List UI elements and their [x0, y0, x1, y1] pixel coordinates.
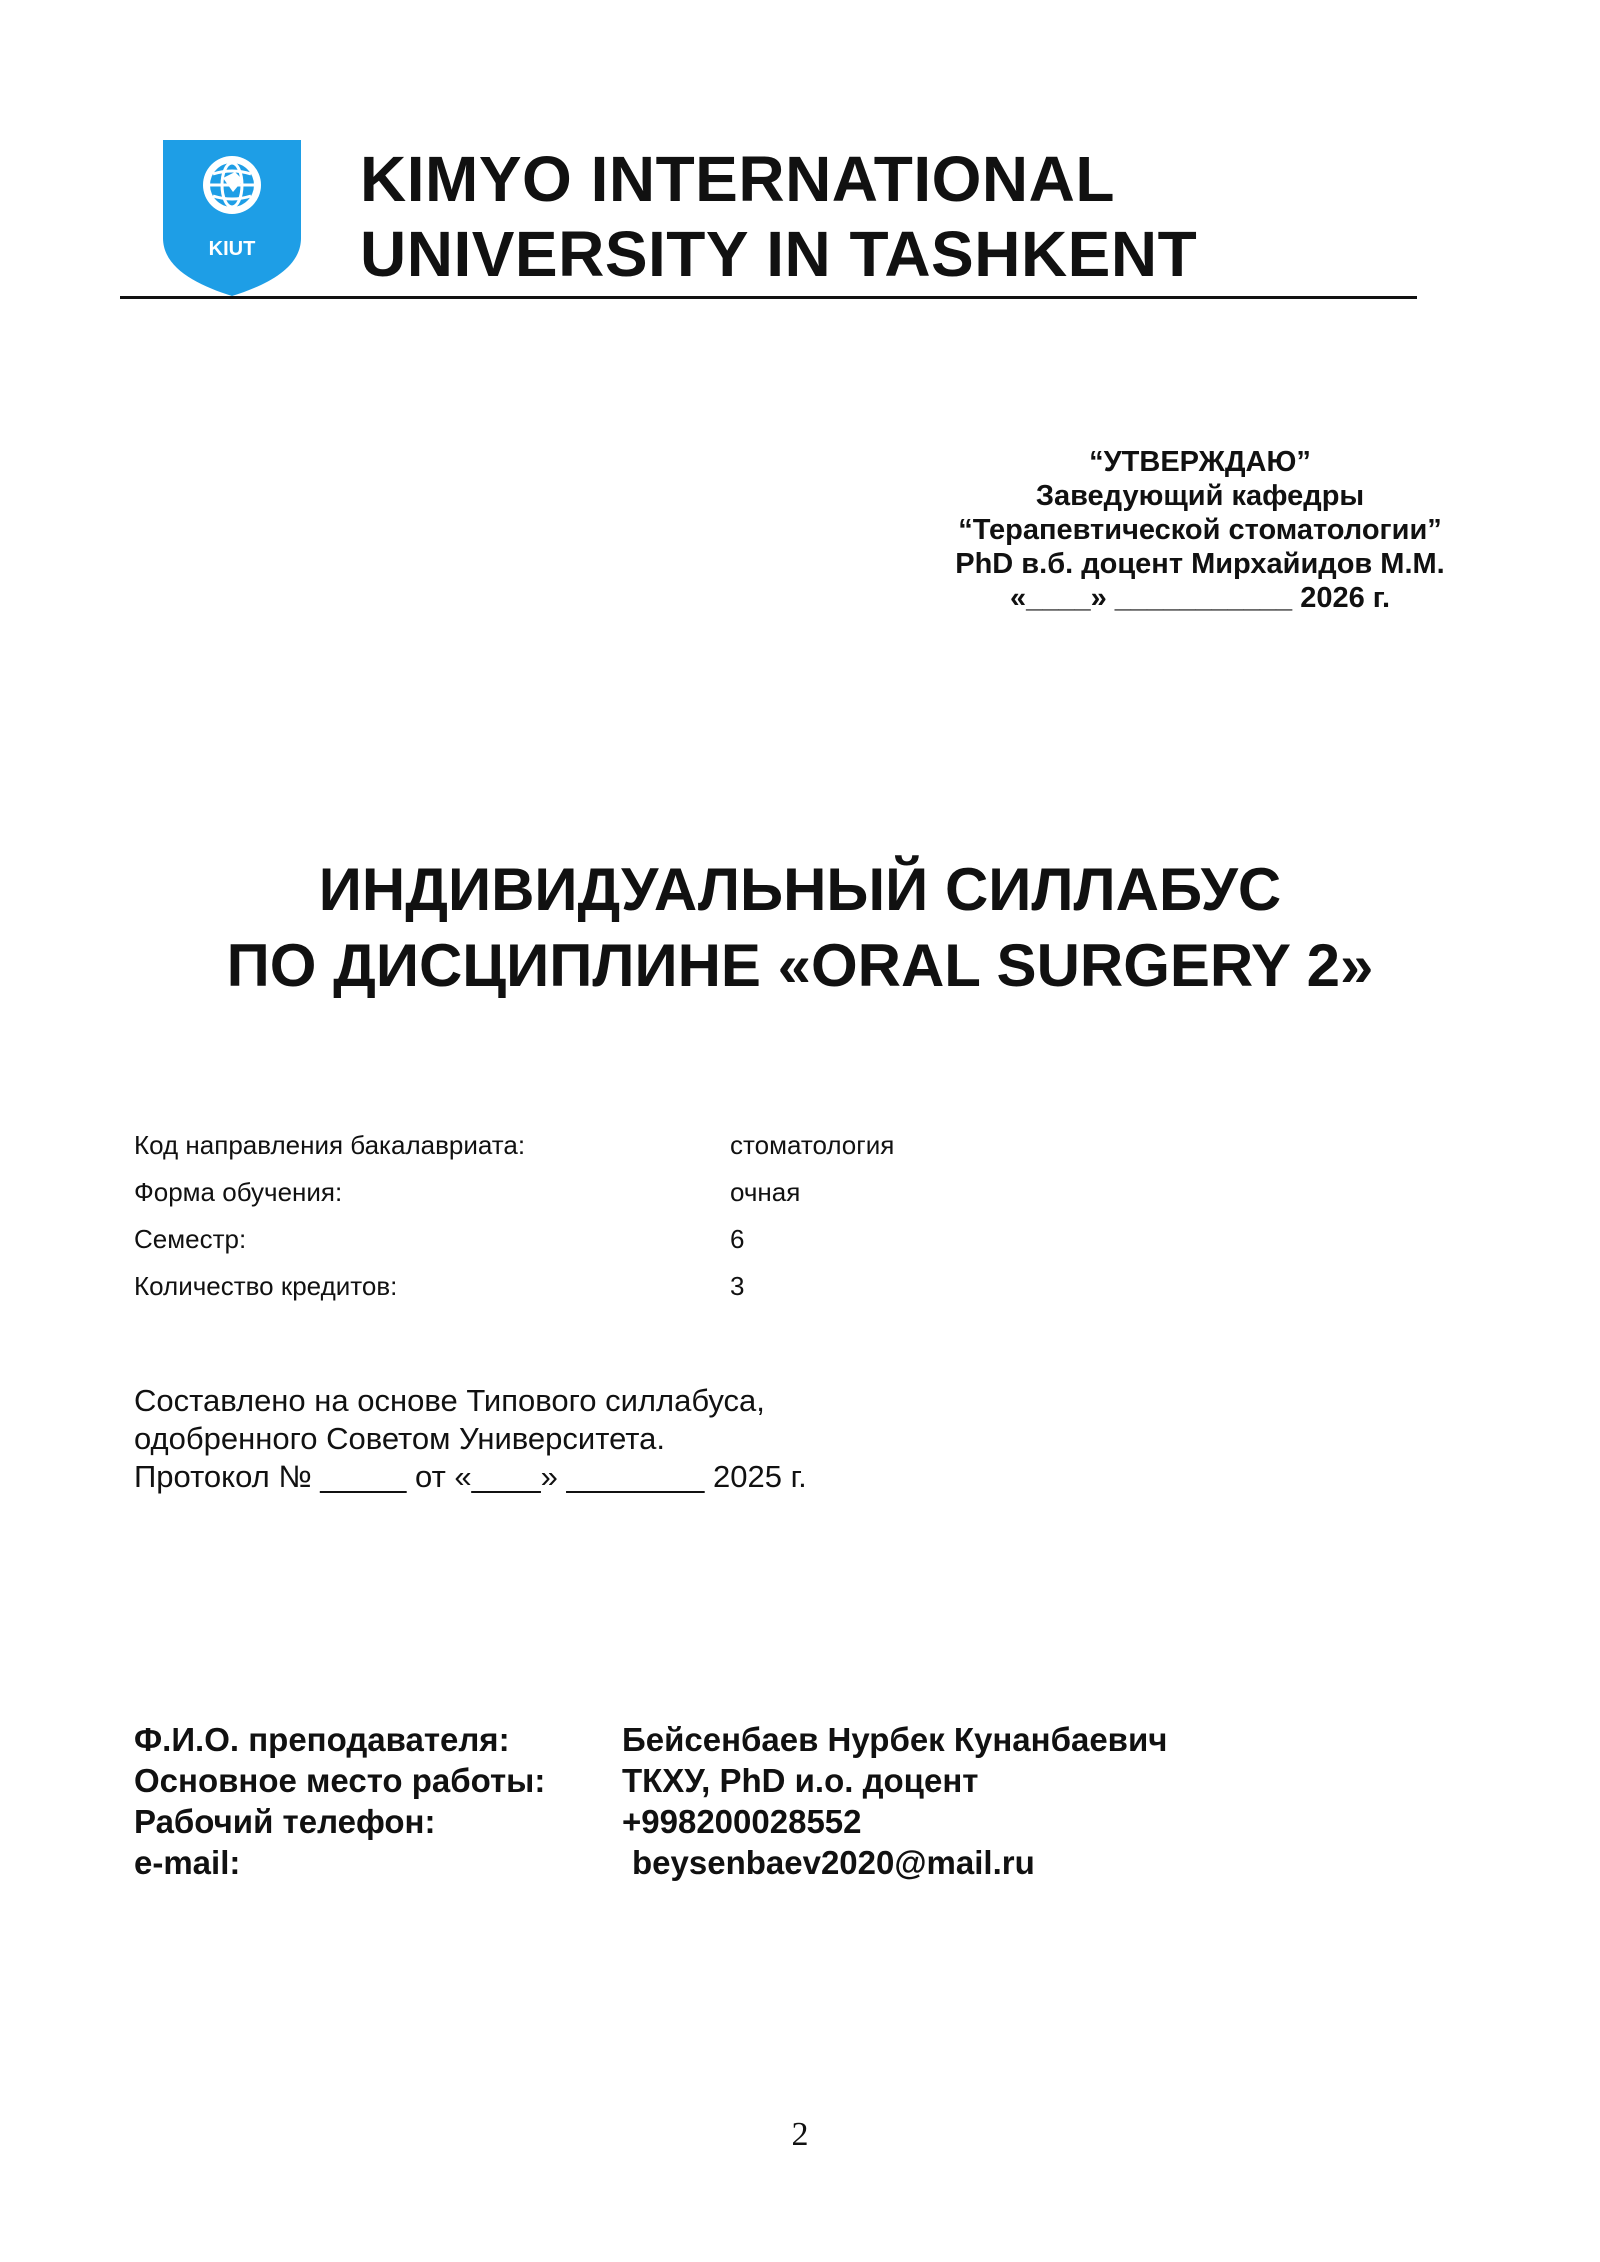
university-title [360, 142, 1197, 292]
university-title-line2: UNIVERSITY IN TASHKENT [360, 218, 1198, 290]
teacher-row-name [134, 1719, 1234, 1760]
teacher-row-workplace [134, 1760, 1234, 1801]
basis-paragraph [134, 1382, 807, 1496]
document-title-line1: ИНДИВИДУАЛЬНЫЙ СИЛЛАБУС [318, 856, 1282, 923]
info-label: Семестр: [134, 1224, 247, 1254]
teacher-label: e-mail: [134, 1844, 241, 1881]
logo-text: KIUT [208, 238, 256, 260]
teacher-info [134, 1719, 1234, 1883]
approval-position: Заведующий кафедры [1035, 480, 1365, 512]
info-row-direction [134, 1122, 1034, 1169]
info-value: очная [730, 1177, 801, 1207]
teacher-row-email [134, 1842, 1234, 1883]
basis-line1: Составлено на основе Типового силлабуса, [134, 1383, 765, 1418]
teacher-value: +998200028552 [622, 1803, 862, 1840]
approval-heading: “УТВЕРЖДАЮ” [1089, 446, 1311, 478]
document-title [100, 852, 1500, 1004]
info-label: Форма обучения: [134, 1177, 343, 1207]
approval-block [900, 445, 1500, 615]
university-logo [163, 140, 301, 296]
info-row-semester [134, 1216, 1034, 1263]
info-value: 3 [730, 1271, 745, 1301]
basis-protocol: Протокол № _____ от «____» ________ 2025 г. [134, 1459, 807, 1494]
info-value: стоматология [730, 1130, 895, 1160]
teacher-value: Бейсенбаев Нурбек Кунанбаевич [622, 1721, 1168, 1758]
info-label: Количество кредитов: [134, 1271, 398, 1301]
university-title-line1: KIMYO INTERNATIONAL [360, 143, 1115, 215]
info-value: 6 [730, 1224, 745, 1254]
teacher-label: Ф.И.О. преподавателя: [134, 1721, 510, 1758]
page-number: 2 [791, 2116, 809, 2153]
basis-line2: одобренного Советом Университета. [134, 1421, 665, 1456]
course-info-table [134, 1122, 1034, 1310]
document-title-line2: ПО ДИСЦИПЛИНЕ «ORAL SURGERY 2» [226, 932, 1374, 999]
info-label: Код направления бакалавриата: [134, 1130, 526, 1160]
approval-signatory: PhD в.б. доцент Мирхайидов М.М. [955, 548, 1445, 580]
header-divider [120, 296, 1417, 299]
info-row-credits [134, 1263, 1034, 1310]
approval-department: “Терапевтической стоматологии” [958, 514, 1442, 546]
approval-date: «____» ___________ 2026 г. [1009, 582, 1391, 614]
teacher-email[interactable]: beysenbaev2020@mail.ru [632, 1844, 1035, 1881]
teacher-value: ТКХУ, PhD и.о. доцент [622, 1762, 979, 1799]
info-row-study-form [134, 1169, 1034, 1216]
teacher-label: Основное место работы: [134, 1762, 546, 1799]
teacher-row-phone [134, 1801, 1234, 1842]
teacher-label: Рабочий телефон: [134, 1803, 436, 1840]
